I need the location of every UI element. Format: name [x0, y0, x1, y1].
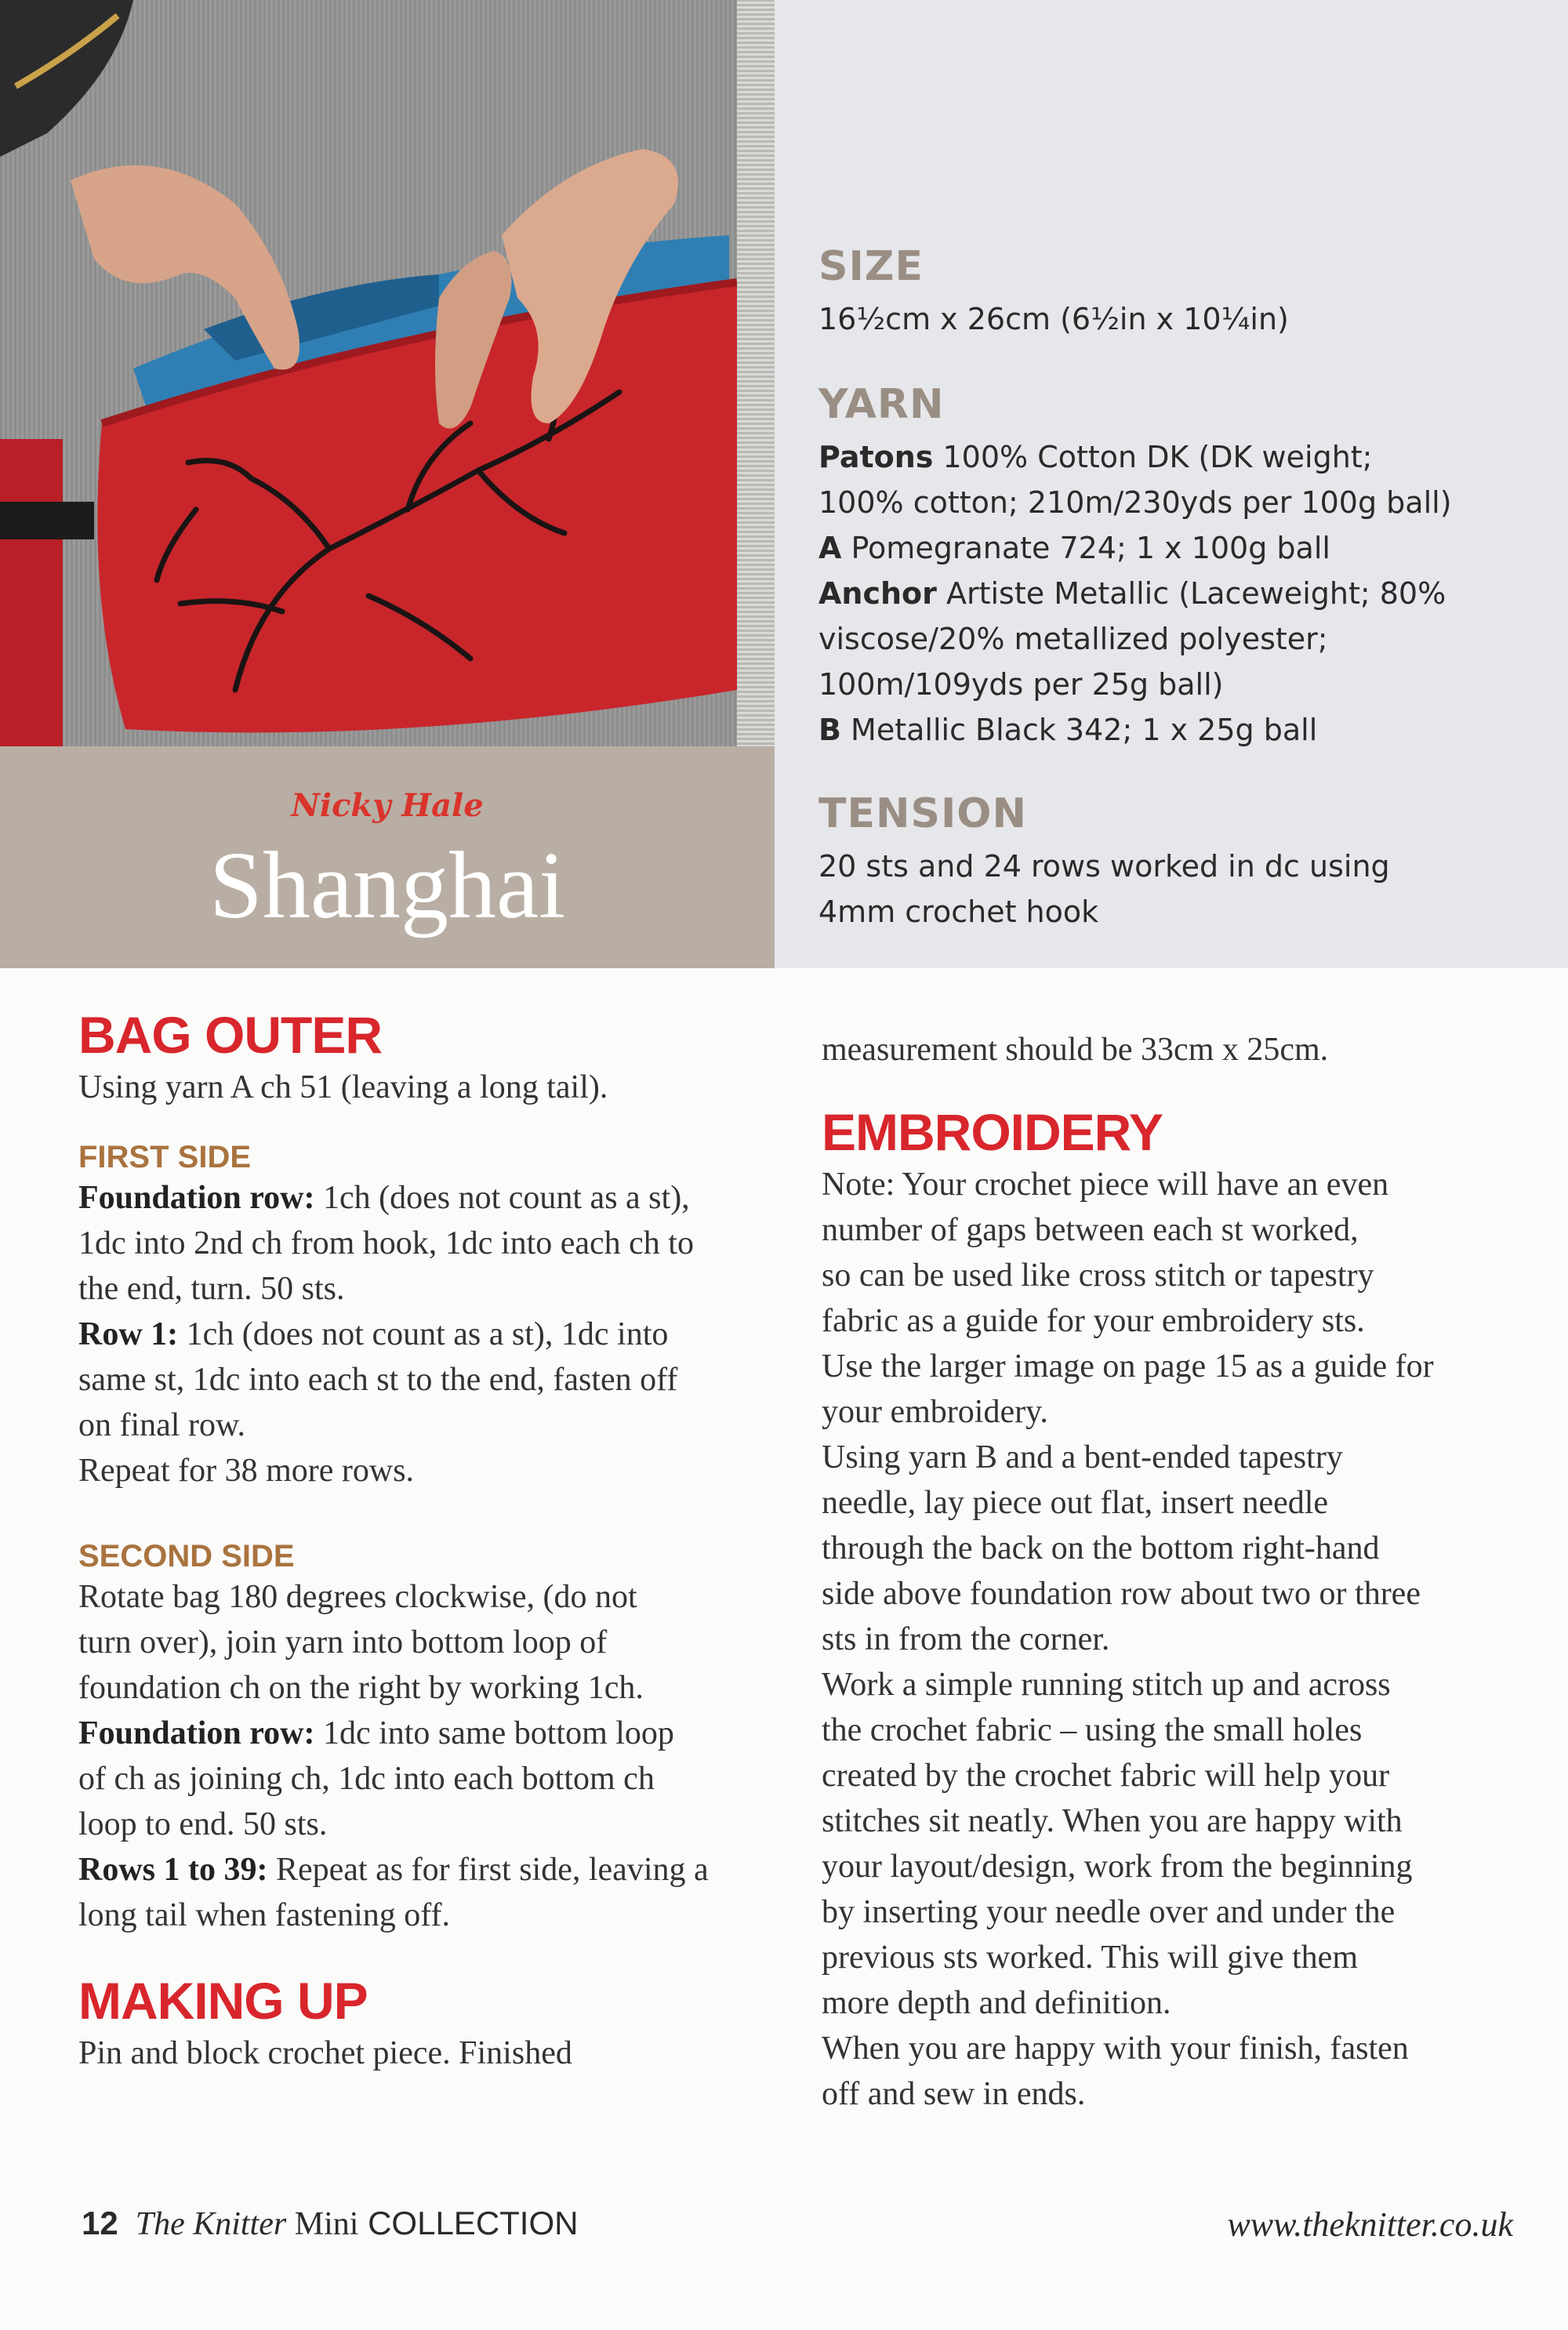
footer-url[interactable]: www.theknitter.co.uk	[1227, 2205, 1513, 2244]
instruction-line: Rotate bag 180 degrees clockwise, (do not	[78, 1579, 637, 1615]
embroidery-line: the crochet fabric – using the small holes	[822, 1712, 1363, 1748]
instruction-line: on final row.	[78, 1407, 246, 1443]
embroidery-line: number of gaps between each st worked,	[822, 1212, 1359, 1248]
making-up-text: Pin and block crochet piece. Finished	[78, 2035, 572, 2071]
embroidery-line: Note: Your crochet piece will have an even	[822, 1167, 1389, 1203]
instruction-text: 1ch (does not count as a st), 1dc into	[178, 1316, 669, 1352]
tension-heading: TENSION	[818, 790, 1028, 837]
size-section	[818, 243, 1555, 342]
yarn-text: 100% Cotton DK (DK weight;	[933, 440, 1373, 474]
tension-line: 20 sts and 24 rows worked in dc using	[818, 849, 1390, 884]
embroidery-line: previous sts worked. This will give them	[822, 1940, 1358, 1976]
embroidery-heading: EMBROIDERY	[822, 1103, 1163, 1161]
yarn-line	[818, 434, 1555, 480]
spec-panel	[775, 0, 1568, 968]
left-column	[78, 1005, 808, 2076]
yarn-heading: YARN	[818, 381, 945, 428]
bag-outer-heading: BAG OUTER	[78, 1006, 382, 1064]
embroidery-line: by inserting your needle over and under the	[822, 1894, 1396, 1930]
yarn-section	[818, 381, 1555, 753]
row-label: Foundation row:	[78, 1180, 315, 1216]
instruction-line	[78, 1847, 808, 1893]
embroidery-text	[822, 1162, 1551, 2117]
yarn-brand: Patons	[818, 440, 934, 474]
embroidery-line: sts in from the corner.	[822, 1621, 1110, 1657]
embroidery-line: side above foundation row about two or three	[822, 1576, 1421, 1612]
instruction-line: long tail when fastening off.	[78, 1897, 450, 1933]
tension-section	[818, 790, 1555, 935]
embroidery-line: more depth and definition.	[822, 1985, 1171, 2021]
embroidery-line: fabric as a guide for your embroidery sts.	[822, 1303, 1365, 1339]
instruction-text: 1dc into same bottom loop	[314, 1715, 674, 1751]
embroidery-line: your layout/design, work from the beginning	[822, 1849, 1413, 1885]
instruction-line	[78, 1175, 808, 1221]
size-text: 16½cm x 26cm (6½in x 10¼in)	[818, 302, 1289, 336]
row-label: Foundation row:	[78, 1715, 315, 1751]
instruction-text: 1ch (does not count as a st),	[314, 1180, 690, 1216]
instruction-line: foundation ch on the right by working 1ch.	[78, 1670, 644, 1706]
instruction-text: Repeat as for first side, leaving a	[267, 1852, 709, 1888]
instruction-line	[78, 1711, 808, 1756]
second-side-heading: SECOND SIDE	[78, 1539, 295, 1573]
instruction-line	[78, 1312, 808, 1357]
making-up-continued: measurement should be 33cm x 25cm.	[822, 1032, 1329, 1068]
instruction-line: loop to end. 50 sts.	[78, 1806, 328, 1842]
tension-line: 4mm crochet hook	[818, 895, 1099, 929]
right-column	[822, 1027, 1551, 2117]
bag-outer-intro: Using yarn A ch 51 (leaving a long tail).	[78, 1069, 608, 1105]
embroidery-line: needle, lay piece out flat, insert needle	[822, 1485, 1329, 1521]
first-side-heading: FIRST SIDE	[78, 1140, 252, 1174]
yarn-letter: A	[818, 531, 842, 565]
yarn-line	[818, 525, 1555, 571]
instruction-line: of ch as joining ch, 1dc into each bottom ch	[78, 1761, 655, 1797]
yarn-text: Pomegranate 724; 1 x 100g ball	[841, 531, 1330, 565]
footer-folio	[82, 2205, 578, 2243]
instruction-line: same st, 1dc into each st to the end, fasten off	[78, 1362, 678, 1398]
row-label: Row 1:	[78, 1316, 179, 1352]
embroidery-line: your embroidery.	[822, 1394, 1048, 1430]
magazine-mini: Mini	[286, 2206, 359, 2242]
embroidery-line: Work a simple running stitch up and across	[822, 1667, 1391, 1703]
row-label: Rows 1 to 39:	[78, 1852, 268, 1888]
embroidery-line: off and sew in ends.	[822, 2076, 1086, 2112]
pattern-title: Shanghai	[209, 833, 566, 938]
size-heading: SIZE	[818, 243, 924, 290]
author-name: Nicky Hale	[291, 787, 484, 824]
embroidery-line: stitches sit neatly. When you are happy with	[822, 1803, 1403, 1839]
embroidery-line: When you are happy with your finish, fasten	[822, 2031, 1409, 2067]
magazine-collection: COLLECTION	[358, 2205, 579, 2241]
embroidery-line: created by the crochet fabric will help your	[822, 1758, 1390, 1794]
instruction-line: turn over), join yarn into bottom loop of	[78, 1624, 608, 1660]
bag-illustration	[0, 0, 775, 746]
yarn-line: 100% cotton; 210m/230yds per 100g ball)	[818, 485, 1452, 520]
embroidery-line: Using yarn B and a bent-ended tapestry	[822, 1439, 1343, 1475]
magazine-name: The Knitter	[135, 2206, 287, 2242]
yarn-line: 100m/109yds per 25g ball)	[818, 667, 1224, 702]
bag-photo	[0, 0, 775, 746]
instruction-line: 1dc into 2nd ch from hook, 1dc into each ch to	[78, 1225, 694, 1261]
yarn-line: viscose/20% metallized polyester;	[818, 622, 1328, 656]
yarn-text: Artiste Metallic (Laceweight; 80%	[936, 576, 1446, 611]
instruction-line: the end, turn. 50 sts.	[78, 1271, 345, 1307]
embroidery-line: so can be used like cross stitch or tapestry	[822, 1258, 1374, 1294]
yarn-line	[818, 707, 1555, 753]
page-number: 12	[82, 2205, 118, 2241]
instruction-line: Repeat for 38 more rows.	[78, 1453, 415, 1489]
embroidery-line: Use the larger image on page 15 as a guide for	[822, 1348, 1434, 1385]
yarn-line	[818, 571, 1555, 616]
embroidery-line: through the back on the bottom right-hand	[822, 1530, 1380, 1566]
yarn-brand: Anchor	[818, 576, 937, 611]
title-band	[0, 746, 775, 968]
yarn-text: Metallic Black 342; 1 x 25g ball	[840, 713, 1318, 747]
yarn-letter: B	[818, 713, 841, 747]
making-up-heading: MAKING UP	[78, 1972, 368, 2030]
